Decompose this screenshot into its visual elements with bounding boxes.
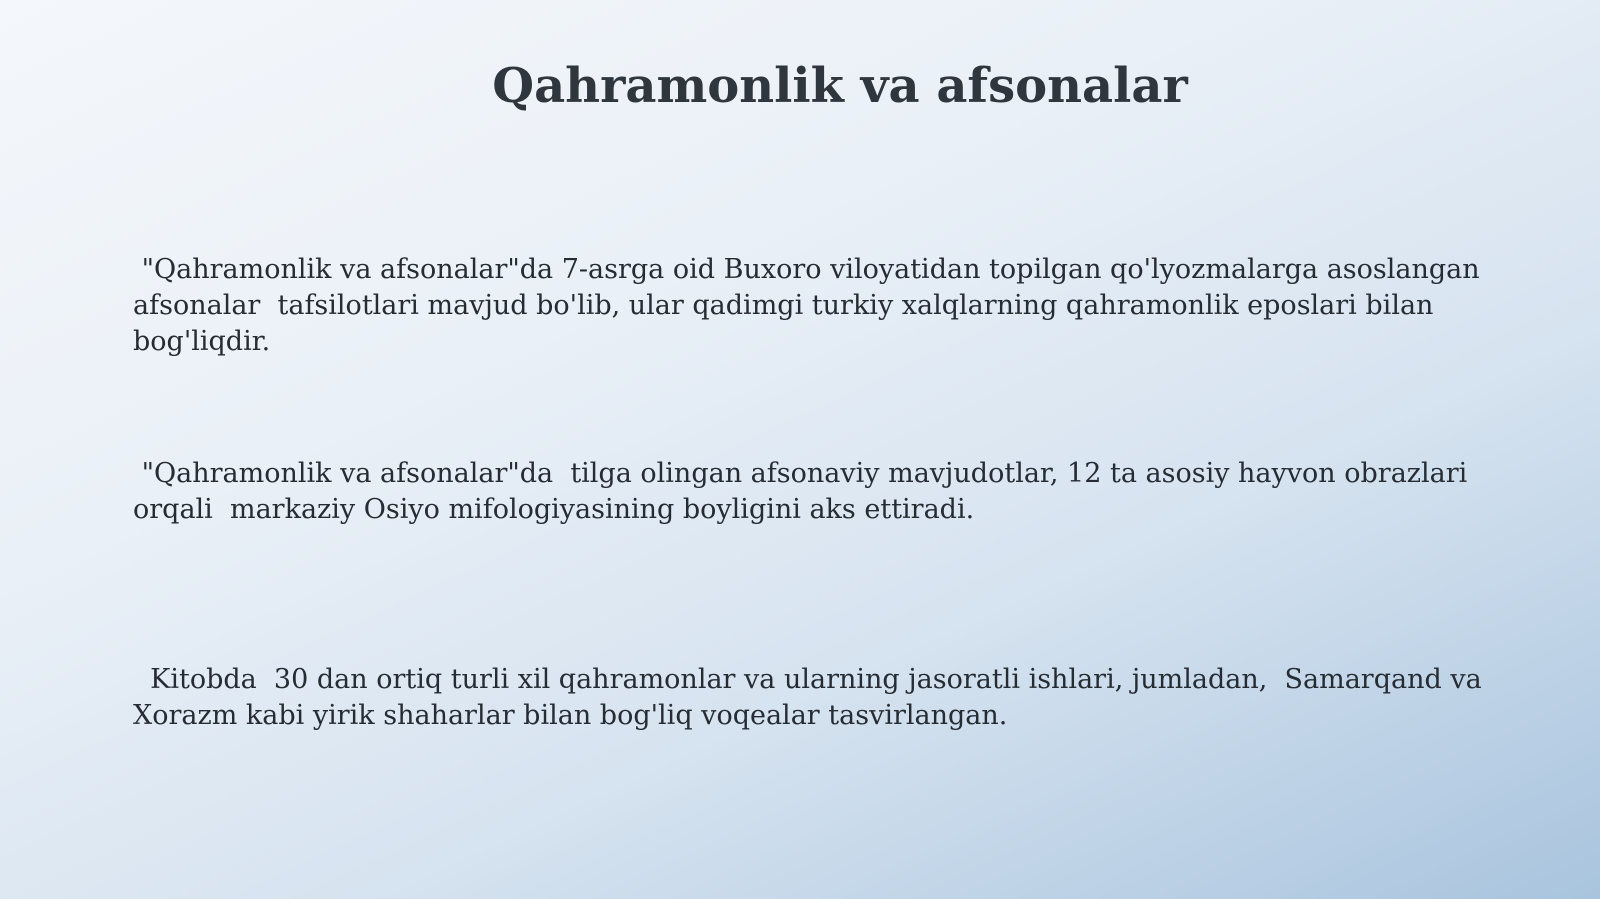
- paragraph-creatures: "Qahramonlik va afsonalar"da tilga olingan afsonaviy mavjudotlar, 12 ta asosiy hayvon obrazlari orqali markaziy Osiyo mifologiyasining boyligini aks ettiradi.: [133, 458, 1476, 525]
- paragraph-heroes: Kitobda 30 dan ortiq turli xil qahramonlar va ularning jasoratli ishlari, jumladan, Samarqand va Xorazm kabi yirik shaharlar bilan bog'liq voqealar tasvirlangan.: [133, 664, 1491, 731]
- paragraph-manuscripts: "Qahramonlik va afsonalar"da 7-asrga oid Buxoro viloyatidan topilgan qo'lyozmalarga asoslangan afsonalar tafsilotlari mavjud bo'lib, ular qadimgi turkiy xalqlarning qahramonlik eposlari bilan bog'liqdir.: [133, 254, 1489, 357]
- slide-title: Qahramonlik va afsonalar: [492, 58, 1188, 114]
